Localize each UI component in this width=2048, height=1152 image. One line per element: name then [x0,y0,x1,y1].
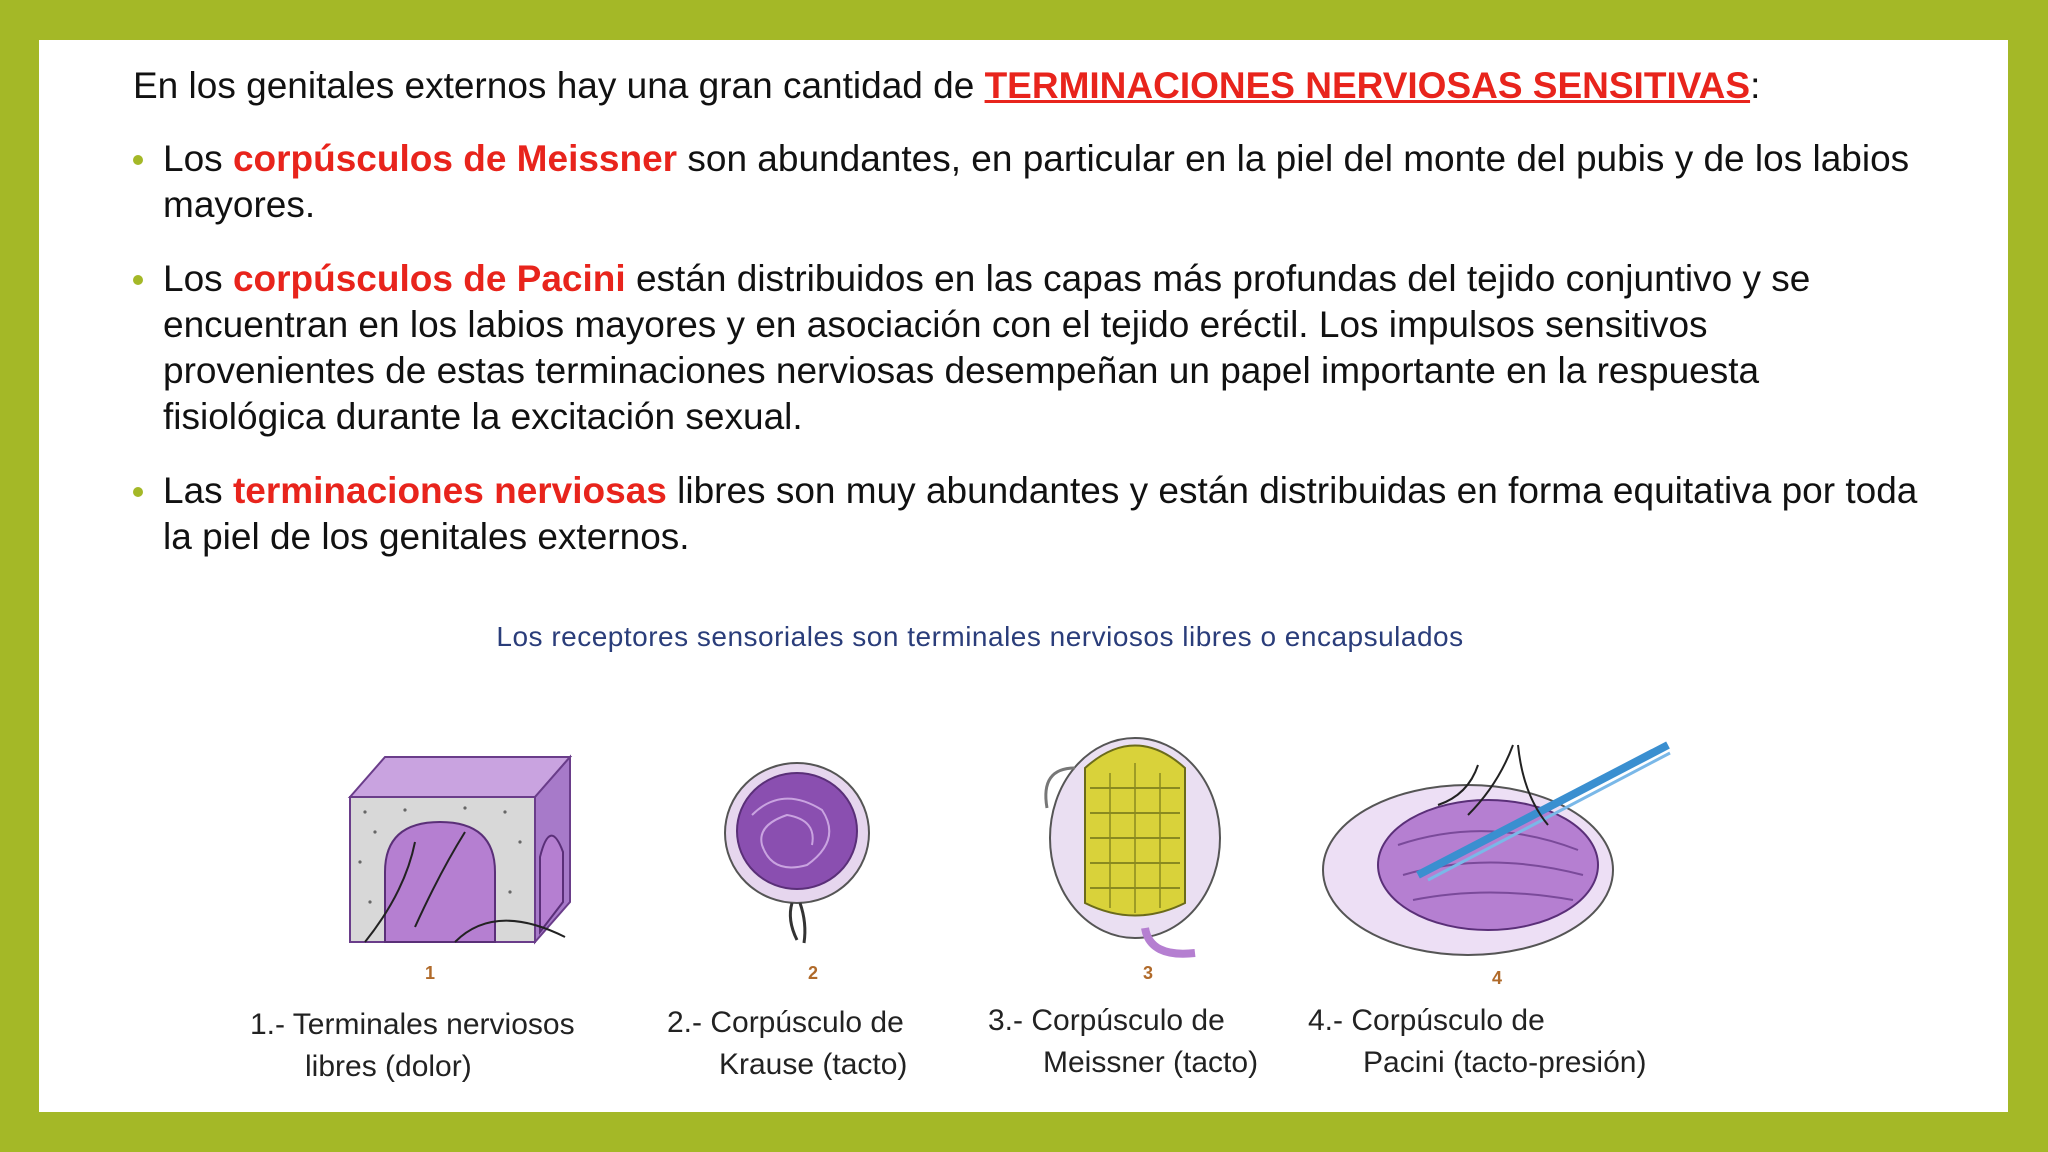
figure-caption [1308,1000,1646,1084]
caption-line: 2.- Corpúsculo de [667,1006,904,1039]
caption-line: 3.- Corpúsculo de [988,1004,1225,1037]
bullet-text: Las [163,470,233,511]
bullet-text: Los [163,258,233,299]
figure-number: 3 [1143,963,1154,983]
intro-text [133,64,1933,108]
bullet-dot-icon [133,155,143,165]
figure-caption [667,1002,907,1086]
bullet-text: Los [163,138,233,179]
figure-caption [988,1000,1258,1084]
bullet-text: libres son muy abundantes y están distribuidas en forma equitativa por toda la piel de los genitales externos. [163,470,1918,557]
caption-line: Pacini (tacto-presión) [1363,1046,1647,1079]
bullet-dot-icon [133,275,143,285]
meissner-corpuscle-illustration [1035,728,1235,963]
bullet-list [133,136,1923,588]
bullet-highlight: terminaciones nerviosas [232,470,667,511]
intro-highlight: TERMINACIONES NERVIOSAS SENSITIVAS [984,65,1751,106]
bullet-text: son abundantes, en particular en la piel del monte del pubis y de los labios mayores. [163,138,1910,225]
bullet-item [133,256,1923,440]
figure-title: Los receptores sensoriales son terminales nerviosos libres o encapsulados [496,621,1464,652]
figure-caption [250,1004,575,1088]
figure-number: 1 [425,963,436,983]
bullet-highlight: corpúsculos de Meissner [232,138,678,179]
caption-line: 1.- Terminales nerviosos [250,1008,575,1041]
pacini-corpuscle-illustration [1318,735,1688,965]
caption-line: 4.- Corpúsculo de [1308,1004,1545,1037]
bullet-text: están distribuidos en las capas más profundas del tejido conjuntivo y se encuentran en los labios mayores y en asociación con el tejido eréctil. Los impulsos sensitivos provenientes de estas terminaciones nerviosas desempeñan un papel importante en la respuesta fisiológica durante la excitación sexual. [163,258,1811,437]
free-nerve-endings-illustration [345,752,585,952]
bullet-item [133,468,1923,560]
caption-line: Meissner (tacto) [1043,1046,1259,1079]
bullet-item [133,136,1923,228]
caption-line: libres (dolor) [305,1050,472,1083]
krause-corpuscle-illustration [712,755,882,945]
intro-suffix: : [1750,65,1761,106]
caption-line: Krause (tacto) [719,1048,908,1081]
bullet-highlight: corpúsculos de Pacini [232,258,626,299]
intro-prefix: En los genitales externos hay una gran cantidad de [133,65,985,106]
figure-number: 4 [1492,968,1503,988]
figure-number: 2 [808,963,819,983]
bullet-dot-icon [133,487,143,497]
